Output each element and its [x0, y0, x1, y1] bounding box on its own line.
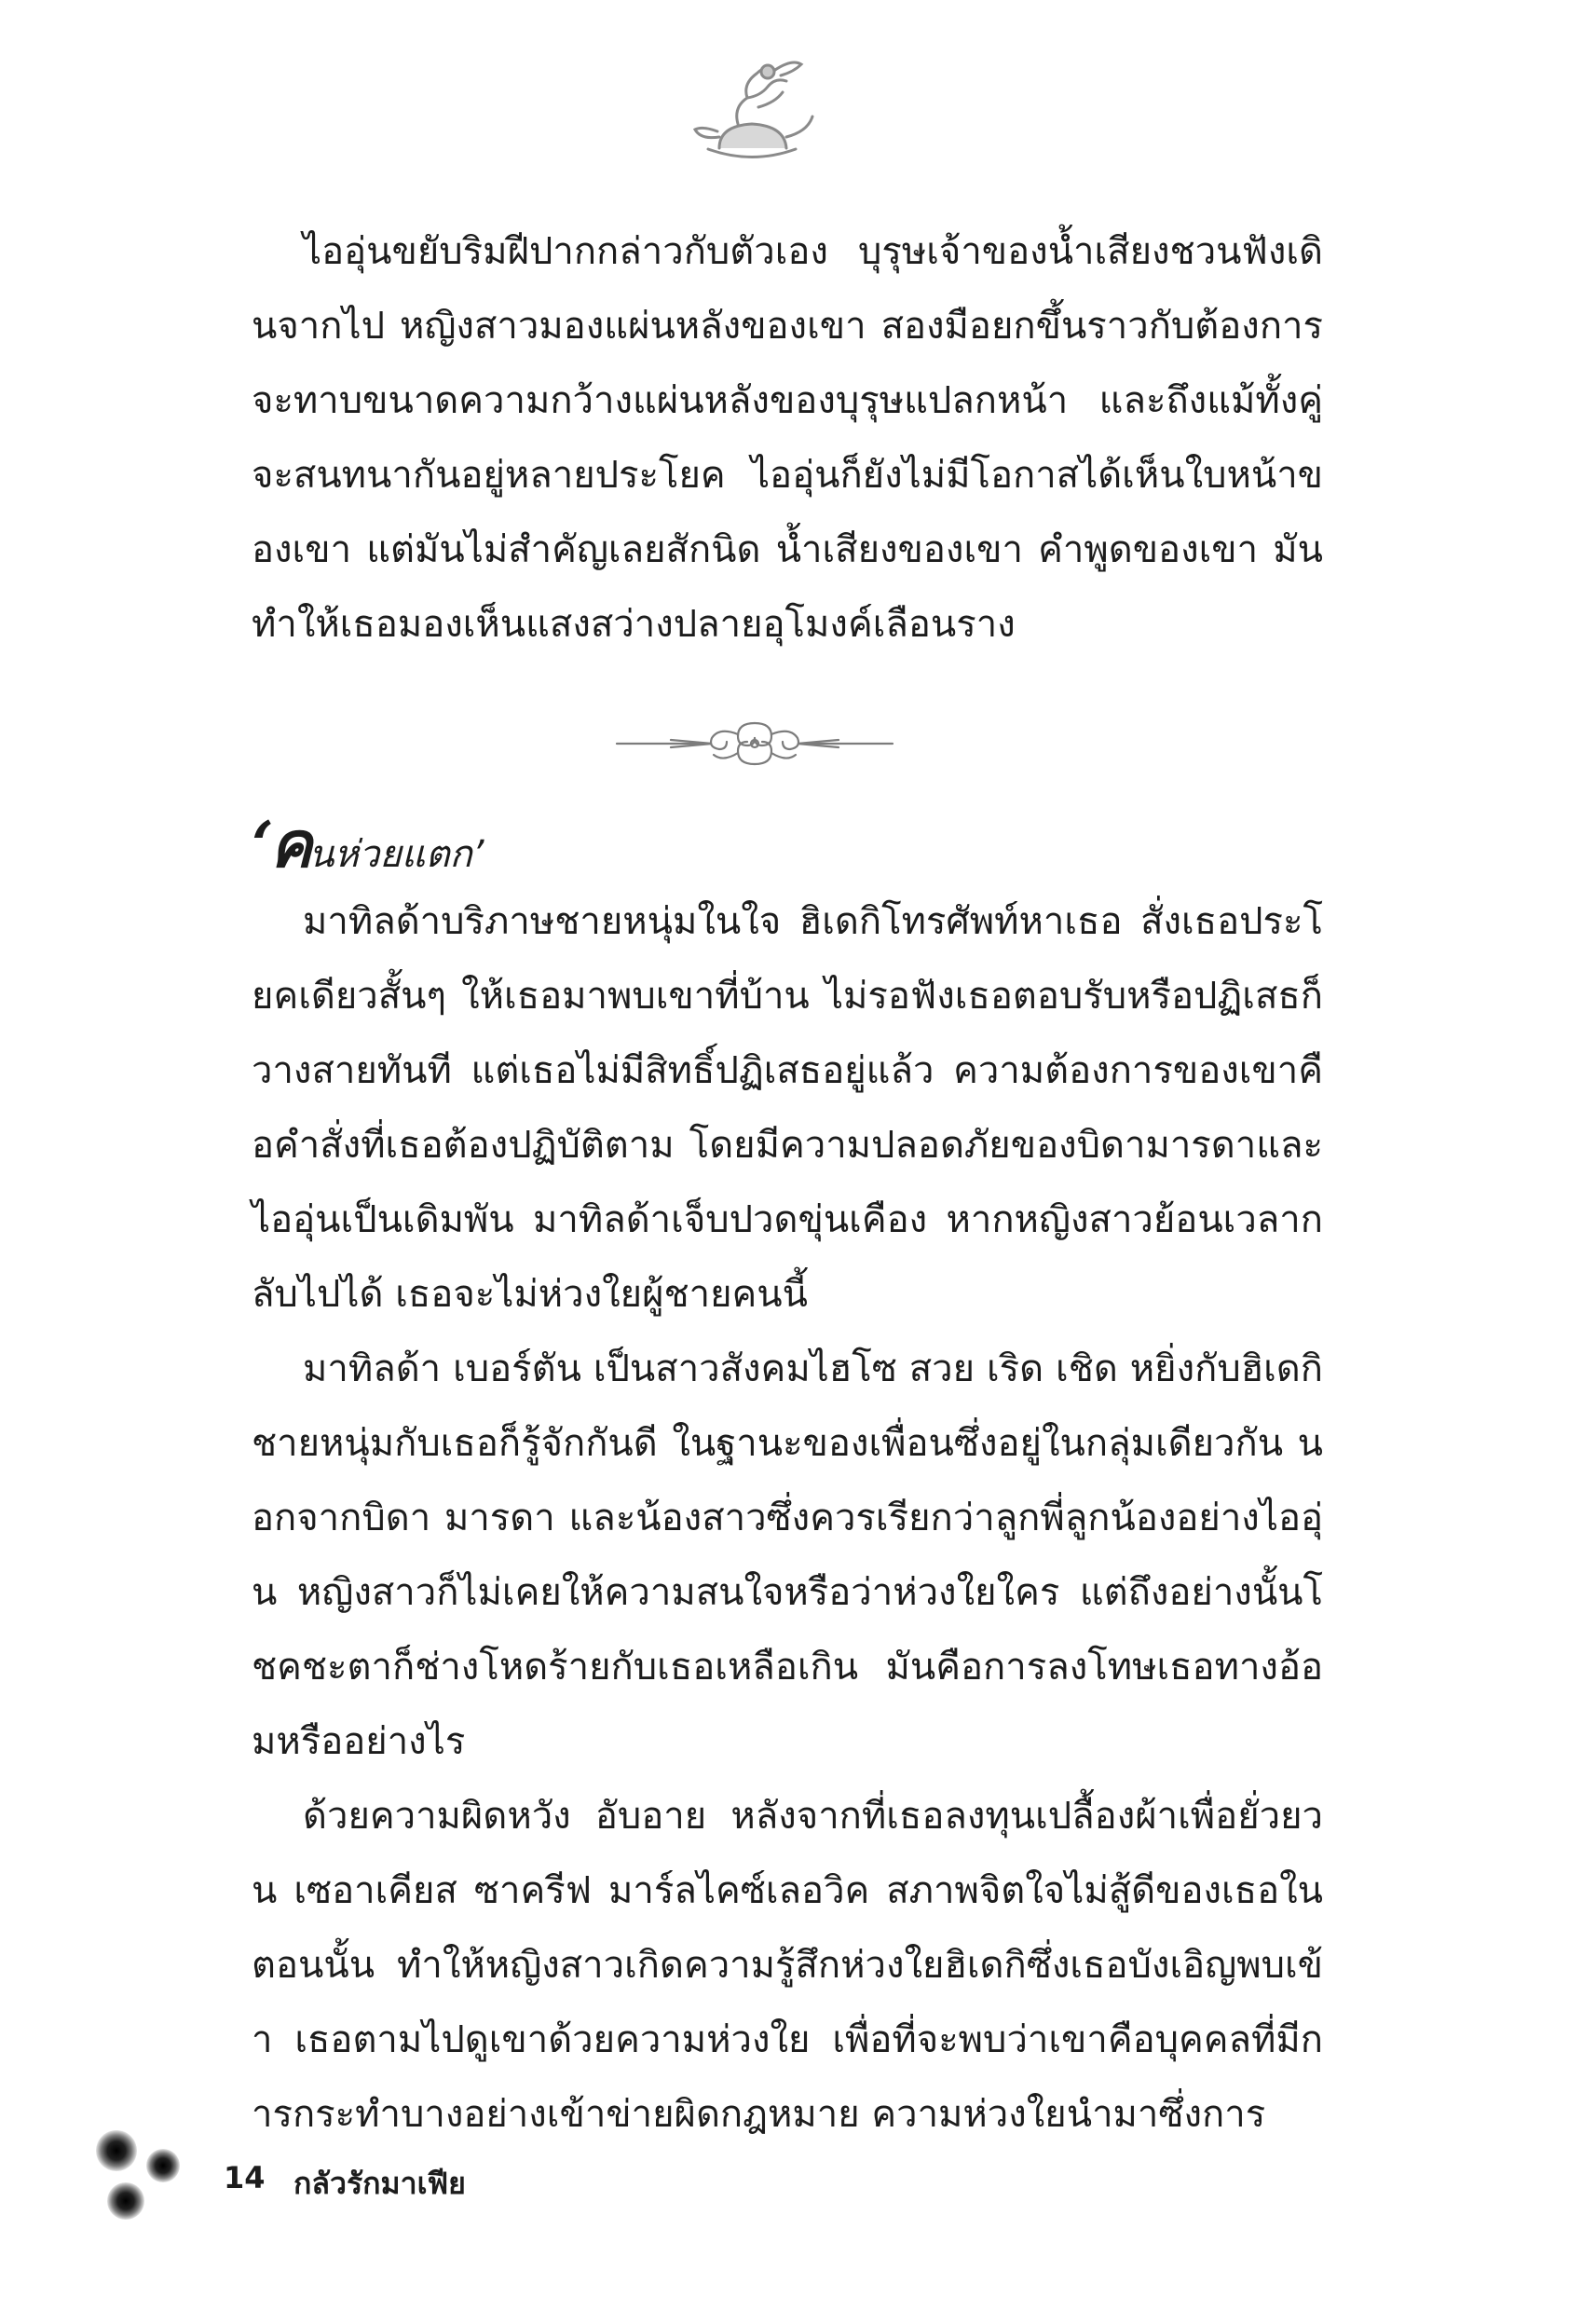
- chapter-section: [252, 806, 1323, 2152]
- book-title: กลัวรักมาเฟีย: [293, 2166, 466, 2201]
- drop-cap: ‘ค: [252, 808, 309, 882]
- chapter-heading: [252, 806, 1323, 884]
- body-paragraph-3: ด้วยความผิดหวัง อับอาย หลังจากที่เธอลงทุนเปลื้องผ้าเพื่อยั่วยวน เซอาเคียส ซาครีฟ มาร์ลไคซ์เลอวิค สภาพจิตใจไม่สู้ดีของเธอในตอนนั้น ทำให้หญิงสาวเกิดความรู้สึกห่วงใยฮิเดกิซึ่งเธอบังเอิญพบเข้า เธอตามไปดูเขาด้วยความห่วงใย เพื่อที่จะพบว่าเขาคือบุคคลที่มีการกระทำบางอย่างเข้าข่ายผิดกฎหมาย ความห่วงใยนำมาซึ่งการ: [252, 1795, 1323, 2136]
- bullet-holes-icon: [89, 2125, 200, 2227]
- body-paragraph-1: มาทิลด้าบริภาษชายหนุ่มในใจ ฮิเดกิโทรศัพท์หาเธอ สั่งเธอประโยคเดียวสั้นๆ ให้เธอมาพบเขาที่บ้าน ไม่รอฟังเธอตอบรับหรือปฏิเสธก็วางสายทันที แต่เธอไม่มีสิทธิ์ปฏิเสธอยู่แล้ว ความต้องการของเขาคือคำสั่งที่เธอต้องปฏิบัติตาม โดยมีความปลอดภัยของบิดามารดาและไออุ่นเป็นเดิมพัน มาทิลด้าเจ็บปวดขุ่นเคือง หากหญิงสาวย้อนเวลากลับไปได้ เธอจะไม่ห่วงใยผู้ชายคนนี้: [252, 900, 1323, 1316]
- intro-paragraph: ไออุ่นขยับริมฝีปากกล่าวกับตัวเอง บุรุษเจ้าของน้ำเสียงชวนฟังเดินจากไป หญิงสาวมองแผ่นหลังของเขา สองมือยกขึ้นราวกับต้องการจะทาบขนาดความกว้างแผ่นหลังของบุรุษแปลกหน้า และถึงแม้ทั้งคู่จะสนทนากันอยู่หลายประโยค ไออุ่นก็ยังไม่มีโอกาสได้เห็นใบหน้าของเขา แต่มันไม่สำคัญเลยสักนิด น้ำเสียงของเขา คำพูดของเขา มันทำให้เธอมองเห็นแสงสว่างปลายอุโมงค์เลือนราง: [252, 230, 1323, 646]
- chapter-heading-rest: นห่วยแตก’: [308, 833, 484, 876]
- body-paragraph-2: มาทิลด้า เบอร์ตัน เป็นสาวสังคมไฮโซ สวย เริด เชิด หยิ่งกับฮิเดกิ ชายหนุ่มกับเธอก็รู้จักกันดี ในฐานะของเพื่อนซึ่งอยู่ในกลุ่มเดียวกัน นอกจากบิดา มารดา และน้องสาวซึ่งควรเรียกว่าลูกพี่ลูกน้องอย่างไออุ่น หญิงสาวก็ไม่เคยให้ความสนใจหรือว่าห่วงใยใคร แต่ถึงอย่างนั้นโชคชะตาก็ช่างโหดร้ายกับเธอเหลือเกิน มันคือการลงโทษเธอทางอ้อมหรืออย่างไร: [252, 1347, 1323, 1763]
- page-number: 14: [224, 2160, 266, 2195]
- genie-lamp-icon: [682, 51, 822, 172]
- page-footer: [89, 2125, 741, 2227]
- intro-text: [252, 214, 1323, 662]
- ornamental-divider-icon: [615, 706, 894, 781]
